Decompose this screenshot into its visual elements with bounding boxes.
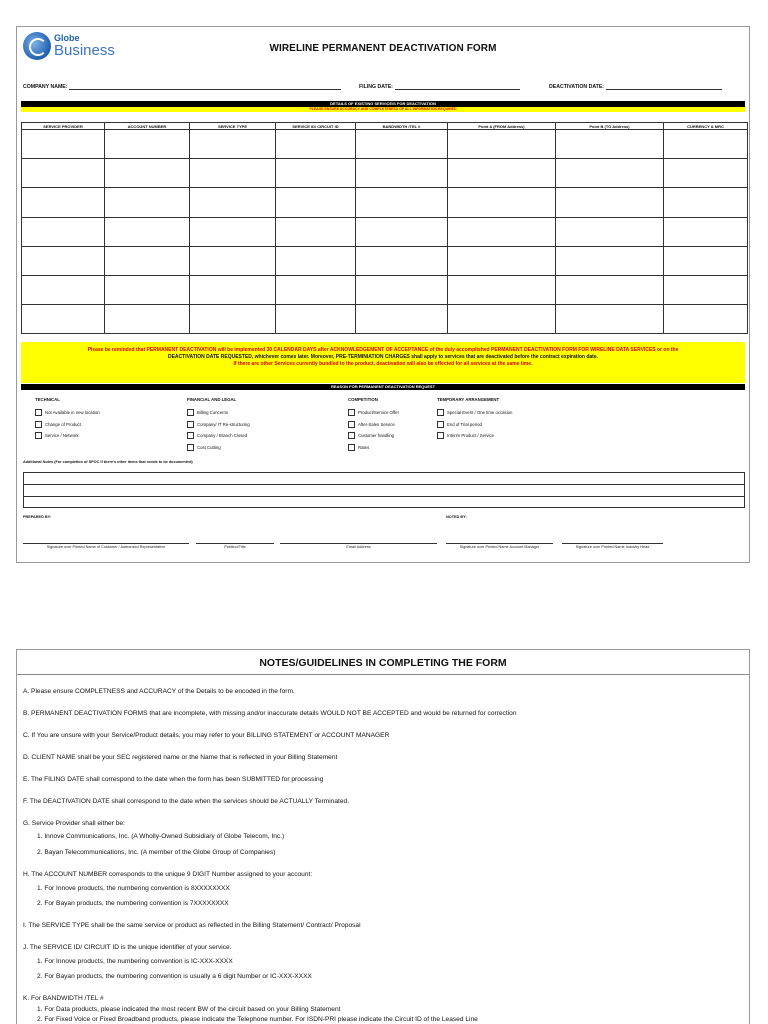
reason-checkbox[interactable] [187,442,250,454]
col-service-type: SERVICE TYPE [190,123,276,130]
reason-label: After-Sales Service [358,421,395,427]
notes-line[interactable] [24,497,744,509]
reason-label: Cost Cutting [197,444,221,450]
service-cell[interactable] [356,275,448,304]
service-cell[interactable] [276,246,356,275]
note-a: A. Please ensure COMPLETNESS and ACCURACY of the Details to be encoded in the form. [23,688,295,695]
reason-checkbox[interactable] [187,430,250,442]
service-cell[interactable] [276,275,356,304]
service-cell[interactable] [664,130,748,159]
service-cell[interactable] [356,246,448,275]
service-cell[interactable] [276,305,356,334]
note-g-2: 2. Bayan Telecommunications, Inc. (A member of the Globe Group of Companies) [37,849,276,856]
service-cell[interactable] [22,275,105,304]
service-cell[interactable] [22,130,105,159]
service-cell[interactable] [556,246,664,275]
reason-checkbox[interactable] [187,419,250,431]
reason-checkbox[interactable] [348,442,399,454]
checkbox-icon[interactable] [348,421,355,428]
service-cell[interactable] [556,159,664,188]
service-cell[interactable] [276,159,356,188]
service-row [22,305,748,334]
note-j-2: 2. For Bayan products, the numbering convention is usually a 6 digit Number or IC-XXX-XXXX [37,973,312,980]
col-account-number: ACCOUNT NUMBER [105,123,190,130]
col-point-a: Point A (FROM Address) [448,123,556,130]
service-cell[interactable] [190,305,276,334]
service-cell[interactable] [22,246,105,275]
reason-checkbox[interactable] [35,407,100,419]
notes-line[interactable] [24,485,744,497]
reason-bar: REASON FOR PERMANENT DEACTIVATION REQUEST [21,384,745,390]
service-cell[interactable] [448,246,556,275]
reason-checkbox[interactable] [348,430,399,442]
checkbox-icon[interactable] [437,432,444,439]
service-cell[interactable] [356,305,448,334]
form-title: WIRELINE PERMANENT DEACTIVATION FORM [269,43,497,54]
logo-sub: Business [54,42,115,59]
note-k: K. For BANDWIDTH /TEL # [23,995,104,1002]
account-manager-signature-line[interactable]: Signature over Printed Name Account Manager [446,543,553,550]
notes-line[interactable] [24,473,744,485]
service-cell[interactable] [664,217,748,246]
reason-checkbox[interactable] [437,419,512,431]
service-cell[interactable] [448,217,556,246]
service-cell[interactable] [105,305,190,334]
additional-notes-label: Additional Notes (For completion of SPOC if there's other items that needs to be documented) [23,460,193,464]
reason-checkbox[interactable] [35,430,100,442]
reason-label: Not Available in new location [45,410,100,416]
service-cell[interactable] [664,246,748,275]
service-cell[interactable] [105,246,190,275]
service-row [22,246,748,275]
checkbox-icon[interactable] [348,432,355,439]
service-cell[interactable] [556,130,664,159]
col-service-provider: SERVICE PROVIDER [22,123,105,130]
service-cell[interactable] [556,275,664,304]
deactivation-date-label: DEACTIVATION DATE: [549,84,605,90]
notes-guidelines-page [16,649,750,1024]
service-cell[interactable] [664,159,748,188]
reason-label: Special Event / One time occasion [447,410,513,416]
service-row [22,130,748,159]
customer-signature-line[interactable]: Signature over Printed Name of Customer / Authorized Representative [23,543,189,550]
reason-label: Product/Service Offer [358,410,399,416]
company-name-line[interactable] [69,85,341,90]
filing-date-label: FILING DATE: [359,84,393,90]
service-cell[interactable] [664,305,748,334]
reason-label: Customer handling [358,433,395,439]
logo-brand: Globe [54,33,80,43]
note-f: F. The DEACTIVATION DATE shall correspond to the date when the services should be ACTUALLY Terminated. [23,798,350,805]
checkbox-icon[interactable] [437,421,444,428]
deactivation-date-field[interactable] [549,84,722,90]
reason-label: End of Trial period [447,421,482,427]
service-cell[interactable] [105,275,190,304]
service-cell[interactable] [276,217,356,246]
service-cell[interactable] [448,159,556,188]
reason-label: Interim Product / Service [447,433,495,439]
deactivation-date-line[interactable] [606,85,722,90]
reason-checkbox[interactable] [348,419,399,431]
note-j: J. The SERVICE ID/ CIRCUIT ID is the unique identifier of your service. [23,944,232,951]
position-line[interactable]: Position/Title [196,543,274,550]
service-cell[interactable] [356,130,448,159]
note-e: E. The FILING DATE shall correspond to the date when the form has been SUBMITTED for processing [23,776,324,783]
checkbox-icon[interactable] [187,421,194,428]
details-bar: DETAILS OF EXISTING SERVICE/S FOR DEACTIVATION [21,101,745,107]
note-g: G. Service Provider shall either be: [23,820,125,827]
additional-notes-box[interactable] [23,472,745,508]
reason-checkbox[interactable] [348,407,399,419]
service-row [22,188,748,217]
service-cell[interactable] [556,305,664,334]
note-d: D. CLIENT NAME shall be your SEC registered name or the Name that is reflected in your Billing Statement [23,754,338,761]
email-line[interactable]: Email Address [280,543,437,550]
col-bandwidth: BANDWIDTH /TEL # [356,123,448,130]
col-service-id: SERVICE ID/ CIRCUIT ID [276,123,356,130]
note-j-1: 1. For Innove products, the numbering convention is IC-XXX-XXXX [37,958,233,965]
service-cell[interactable] [105,188,190,217]
reason-checkbox[interactable] [35,419,100,431]
company-name-label: COMPANY NAME: [23,84,68,90]
service-cell[interactable] [276,130,356,159]
title-divider [17,674,749,675]
reminder-line-2: DEACTIVATION DATE REQUESTED, whichever comes later. Moreover, PRE-TERMINIATION CHARGES shall apply to services that are deactivated before the contract expiration date. [167,354,598,360]
note-h: H. The ACCOUNT NUMBER corresponds to the unique 9 DIGIT Number assigned to your account: [23,871,313,878]
filing-date-line[interactable] [395,85,520,90]
reason-label: Company/ IT Re-structuring [197,421,250,427]
service-cell[interactable] [356,217,448,246]
reason-label: Company / Branch Closed [197,433,248,439]
checkbox-icon[interactable] [187,432,194,439]
reason-checkbox[interactable] [437,430,512,442]
reason-temporary [437,397,512,442]
reminder-line-3: If there are other Services currently bundled to the product, deactivation will also be effected for all services at the same time. [233,361,533,367]
checkbox-icon[interactable] [348,409,355,416]
note-k-2: 2. For Fixed Voice or Fixed Broadband products, please indicate the Telephone number. For ISDN-PRI please indicate the Circuit ID of the Leased Line [37,1016,478,1023]
service-cell[interactable] [356,188,448,217]
service-cell[interactable] [22,305,105,334]
reason-temporary-head: TEMPORARY ARRANGEMENT [437,397,500,402]
checkbox-icon[interactable] [35,409,42,416]
checkbox-icon[interactable] [348,444,355,451]
service-row [22,159,748,188]
service-cell[interactable] [448,188,556,217]
reason-financial-head: FINANCIAL AND LEGAL [187,397,237,402]
reason-label: Change of Product [45,421,81,427]
reminder-line-1: Please be reminded that PERMANENT DEACTIVATION will be implemented 30 CALENDAR DAYS after ACKNOWLEDGEMENT OF ACCEPTANCE of the duly accomplished PERMANENT DEACTIVATION FORM FOR WIRELINE DATA SERVICES or on the [87,347,679,353]
service-cell[interactable] [448,130,556,159]
service-cell[interactable] [664,275,748,304]
service-cell[interactable] [556,188,664,217]
service-cell[interactable] [190,217,276,246]
note-h-1: 1. For Innove products, the numbering convention is 8XXXXXXXX [37,885,230,892]
filing-date-field[interactable] [359,84,520,90]
notes-title: NOTES/GUIDELINES IN COMPLETING THE FORM [259,657,507,669]
col-point-b: Point B (TO Address) [556,123,664,130]
checkbox-icon[interactable] [187,444,194,451]
checkbox-icon[interactable] [35,421,42,428]
note-c: C. If You are unsure with your Service/Product details, you may refer to your BILLING STATEMENT or ACCOUNT MANAGER [23,732,390,739]
service-cell[interactable] [556,217,664,246]
reason-technical [35,397,100,442]
service-cell[interactable] [190,275,276,304]
note-k-1: 1. For Data products, please indicated the most recent BW of the circuit based on your Billing Statement [37,1006,341,1013]
service-cell[interactable] [190,188,276,217]
service-cell[interactable] [664,188,748,217]
note-h-2: 2. For Bayan products, the numbering convention is 7XXXXXXXX [37,900,229,907]
service-cell[interactable] [105,217,190,246]
company-name-field[interactable] [23,84,341,90]
service-cell[interactable] [448,305,556,334]
service-row [22,275,748,304]
reason-label: Rates [358,444,370,450]
note-b: B. PERMANENT DEACTIVATION FORMS that are incomplete, with missing and/or inaccurate details WOULD NOT BE ACCEPTED and would be returned for correction [23,710,517,717]
deactivation-reminder [21,342,745,383]
col-currency-mrc: CURRENCY & MRC [664,123,748,130]
service-cell[interactable] [276,188,356,217]
service-cell[interactable] [190,130,276,159]
service-row [22,217,748,246]
service-cell[interactable] [105,159,190,188]
reason-financial [187,397,250,453]
details-warning: PLEASE ENSURE ACCURACY AND COMPLETENESS OF ALL INFORMATION REQUIRED [21,107,745,112]
noted-by-label: NOTED BY: [446,515,467,519]
reason-technical-head: TECHNICAL [35,397,60,402]
service-cell[interactable] [22,217,105,246]
service-cell[interactable] [105,130,190,159]
service-cell[interactable] [190,159,276,188]
checkbox-icon[interactable] [187,409,194,416]
prepared-by-label: PREPARED BY: [23,515,52,519]
reason-competition-head: COMPETITION [348,397,378,402]
checkbox-icon[interactable] [35,432,42,439]
service-cell[interactable] [22,159,105,188]
checkbox-icon[interactable] [437,409,444,416]
service-cell[interactable] [448,275,556,304]
deactivation-form-page [16,26,750,563]
service-cell[interactable] [190,246,276,275]
reason-checkbox[interactable] [187,407,250,419]
reason-label: Service / Network [45,433,79,439]
service-cell[interactable] [22,188,105,217]
note-g-1: 1. Innove Communications, Inc. (A Wholly-Owned Subsidiary of Globe Telecom, Inc.) [37,833,285,840]
service-cell[interactable] [356,159,448,188]
industry-head-signature-line[interactable]: Signature over Printed Name Industry Head [562,543,663,550]
services-table [21,122,748,334]
reason-competition [348,397,399,453]
reason-checkbox[interactable] [437,407,512,419]
note-i: I. The SERVICE TYPE shall be the same service or product as reflected in the Billing Statement/ Contract/ Proposal [23,922,361,929]
reason-label: Billing Concerns [197,410,229,416]
